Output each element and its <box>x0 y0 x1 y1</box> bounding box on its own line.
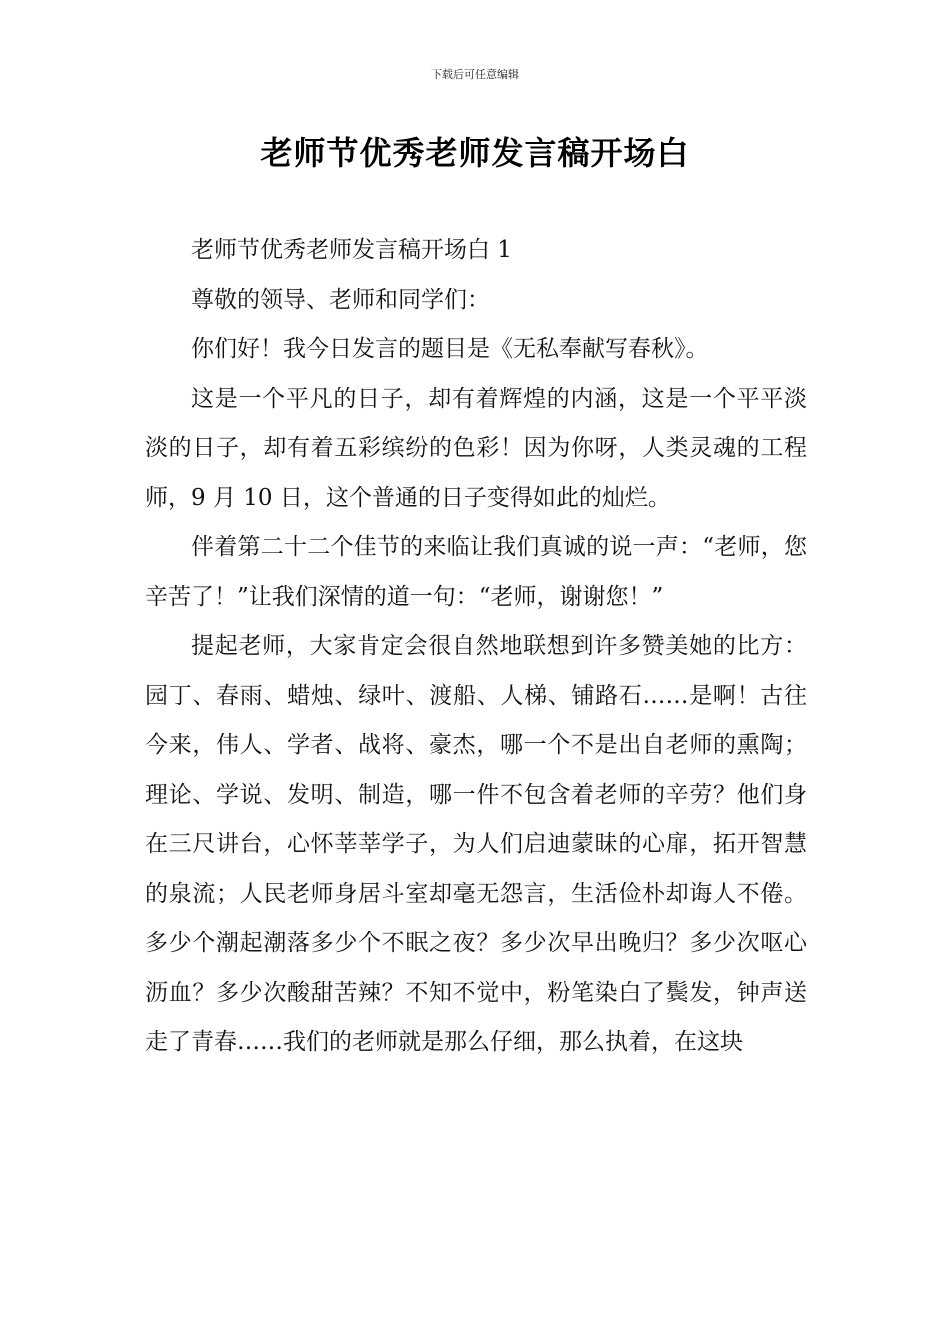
header-note: 下载后可任意编辑 <box>431 68 519 81</box>
paragraph-body: 这是一个平凡的日子，却有着辉煌的内涵，这是一个平平淡淡的日子，却有着五彩缤纷的色彩！因为你呀，人类灵魂的工程师，9 月 10 日，这个普通的日子变得如此的灿烂。 <box>145 385 807 511</box>
paragraph-body: 伴着第二十二个佳节的来临让我们真诚的说一声：“老师，您辛苦了！”让我们深情的道一句：“老师，谢谢您！” <box>145 534 807 610</box>
document-body <box>145 226 807 1068</box>
paragraph-greeting: 你们好！我今日发言的题目是《无私奉献写春秋》。 <box>191 336 709 362</box>
paragraph-salutation: 尊敬的领导、老师和同学们： <box>191 286 490 313</box>
paragraph-subtitle: 老师节优秀老师发言稿开场白 1 <box>191 237 512 263</box>
paragraph-body: 提起老师，大家肯定会很自然地联想到许多赞美她的比方：园丁、春雨、蜡烛、绿叶、渡船、人梯、铺路石……是啊！古往今来，伟人、学者、战将、豪杰，哪一个不是出自老师的熏陶；理论、学说、发明、制造，哪一件不包含着老师的辛劳？他们身在三尺讲台，心怀莘莘学子，为人们启迪蒙昧的心扉，拓开智慧的泉流；人民老师身居斗室却毫无怨言，生活俭朴却诲人不倦。多少个潮起潮落多少个不眠之夜？多少次早出晚归？多少次呕心沥血？多少次酸甜苦辣？不知不觉中，粉笔染白了鬓发，钟声送走了青春……我们的老师就是那么仔细，那么执着，在这块 <box>145 633 807 1055</box>
document-title: 老师节优秀老师发言稿开场白 <box>260 134 690 172</box>
